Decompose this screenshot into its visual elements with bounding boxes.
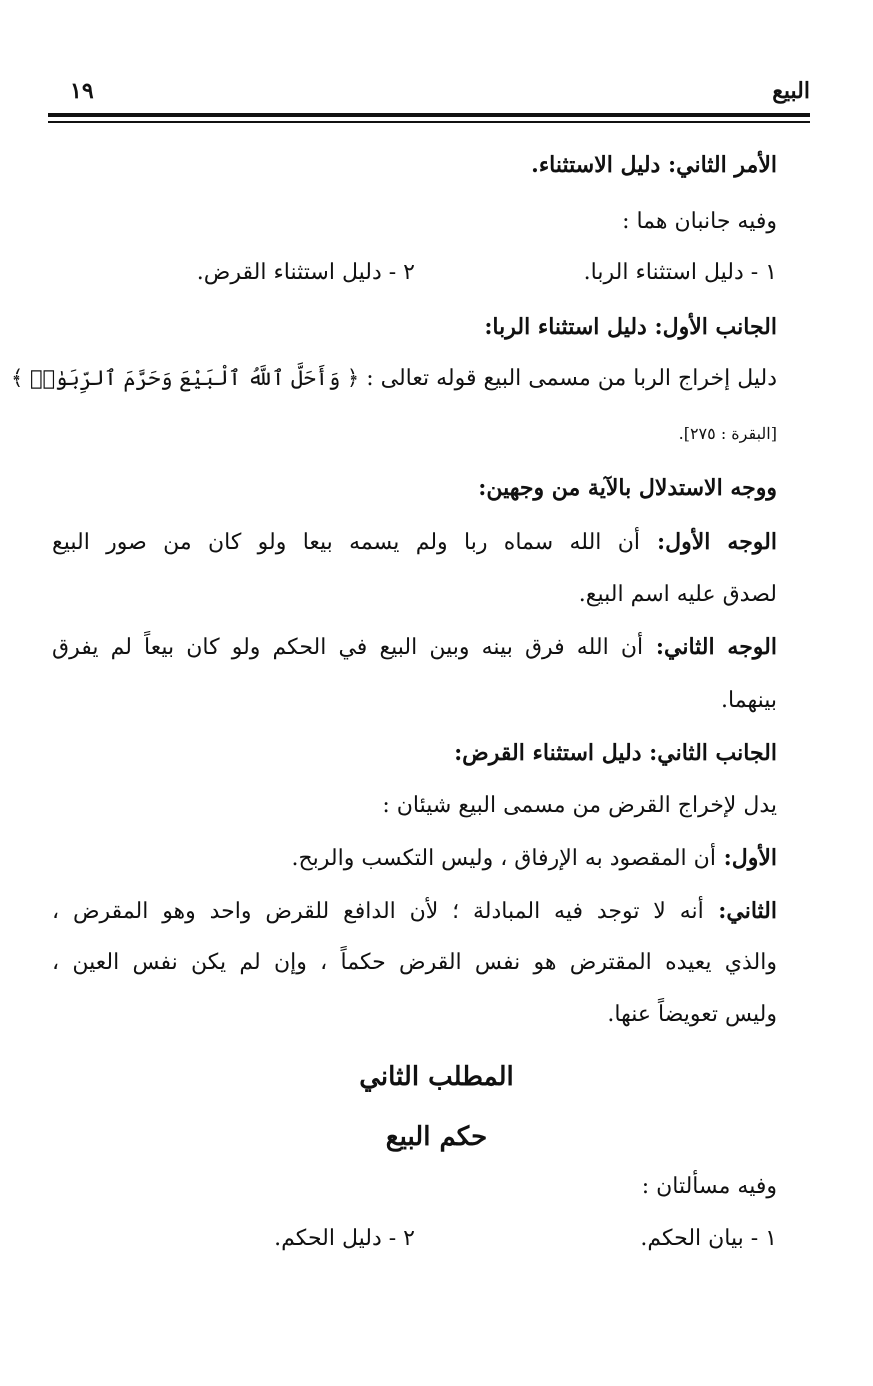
second-way-text: أن الله فرق بينه وبين البيع في الحكم ولو كان بيعاً لم يفرق [52, 635, 644, 660]
section-title-second-matlab: المطلب الثاني [359, 1062, 514, 1092]
paragraph-loan-second-cont: والذي يعيده المقترض هو نفس القرض حكماً ، وإن لم يكن نفس العين ، [52, 950, 777, 975]
loan-second-label: الثاني: [703, 898, 777, 924]
paragraph-loan-two-things: يدل لإخراج القرض من مسمى البيع شيئان : [382, 793, 777, 818]
paragraph-loan-second [52, 898, 777, 925]
first-way-label: الوجه الأول: [640, 529, 777, 555]
list-item-ruling-proof: ٢ - دليل الحكم. [274, 1226, 415, 1251]
loan-second-text: أنه لا توجد فيه المبادلة ؛ لأن الدافع للقرض واحد وهو المقرض ، [52, 899, 704, 924]
paragraph-two-aspects: وفيه جانبان هما : [622, 209, 777, 234]
page-number: ١٩ [70, 78, 94, 104]
list-item-riba-exception: ١ - دليل استثناء الربا. [583, 260, 777, 285]
list-item-loan-exception: ٢ - دليل استثناء القرض. [196, 260, 415, 285]
quran-reference: [البقرة : ٢٧٥]. [678, 424, 777, 443]
subheading-second-aspect: الجانب الثاني: دليل استثناء القرض: [454, 740, 777, 766]
paragraph-second-way-cont: بينهما. [721, 688, 777, 713]
paragraph-two-issues: وفيه مسألتان : [641, 1174, 777, 1199]
header-rule-thick [48, 113, 810, 117]
section-heading-exception-proof: الأمر الثاني: دليل الاستثناء. [531, 152, 777, 178]
subheading-first-aspect: الجانب الأول: دليل استثناء الربا: [484, 314, 777, 340]
riba-proof-text: دليل إخراج الربا من مسمى البيع قوله تعالى : [359, 366, 777, 391]
subheading-evidence-two-ways: ووجه الاستدلال بالآية من وجهين: [478, 475, 777, 501]
quran-verse: ﴿ وَأَحَلَّ ٱللَّهُ ٱلْبَيْعَ وَحَرَّمَ ٱلرِّبَوٰا۟ ﴾ [10, 366, 360, 390]
first-way-text: أن الله سماه ربا ولم يسمه بيعا ولو كان من صور البيع [52, 530, 641, 555]
header-rule-thin [48, 121, 810, 123]
paragraph-loan-first [291, 845, 777, 872]
loan-first-label: الأول: [715, 845, 777, 871]
paragraph-first-way [52, 529, 777, 556]
paragraph-second-way [52, 634, 777, 661]
paragraph-riba-proof [11, 366, 777, 392]
page-header [48, 78, 810, 114]
paragraph-loan-second-end: وليس تعويضاً عنها. [607, 1002, 777, 1027]
second-way-label: الوجه الثاني: [643, 634, 777, 660]
running-title: البيع [772, 78, 810, 104]
paragraph-first-way-cont: لصدق عليه اسم البيع. [578, 582, 777, 607]
loan-first-text: أن المقصود به الإرفاق ، وليس التكسب والربح. [291, 846, 716, 871]
list-item-ruling-statement: ١ - بيان الحكم. [640, 1226, 777, 1251]
section-title-sale-ruling: حكم البيع [385, 1122, 488, 1152]
